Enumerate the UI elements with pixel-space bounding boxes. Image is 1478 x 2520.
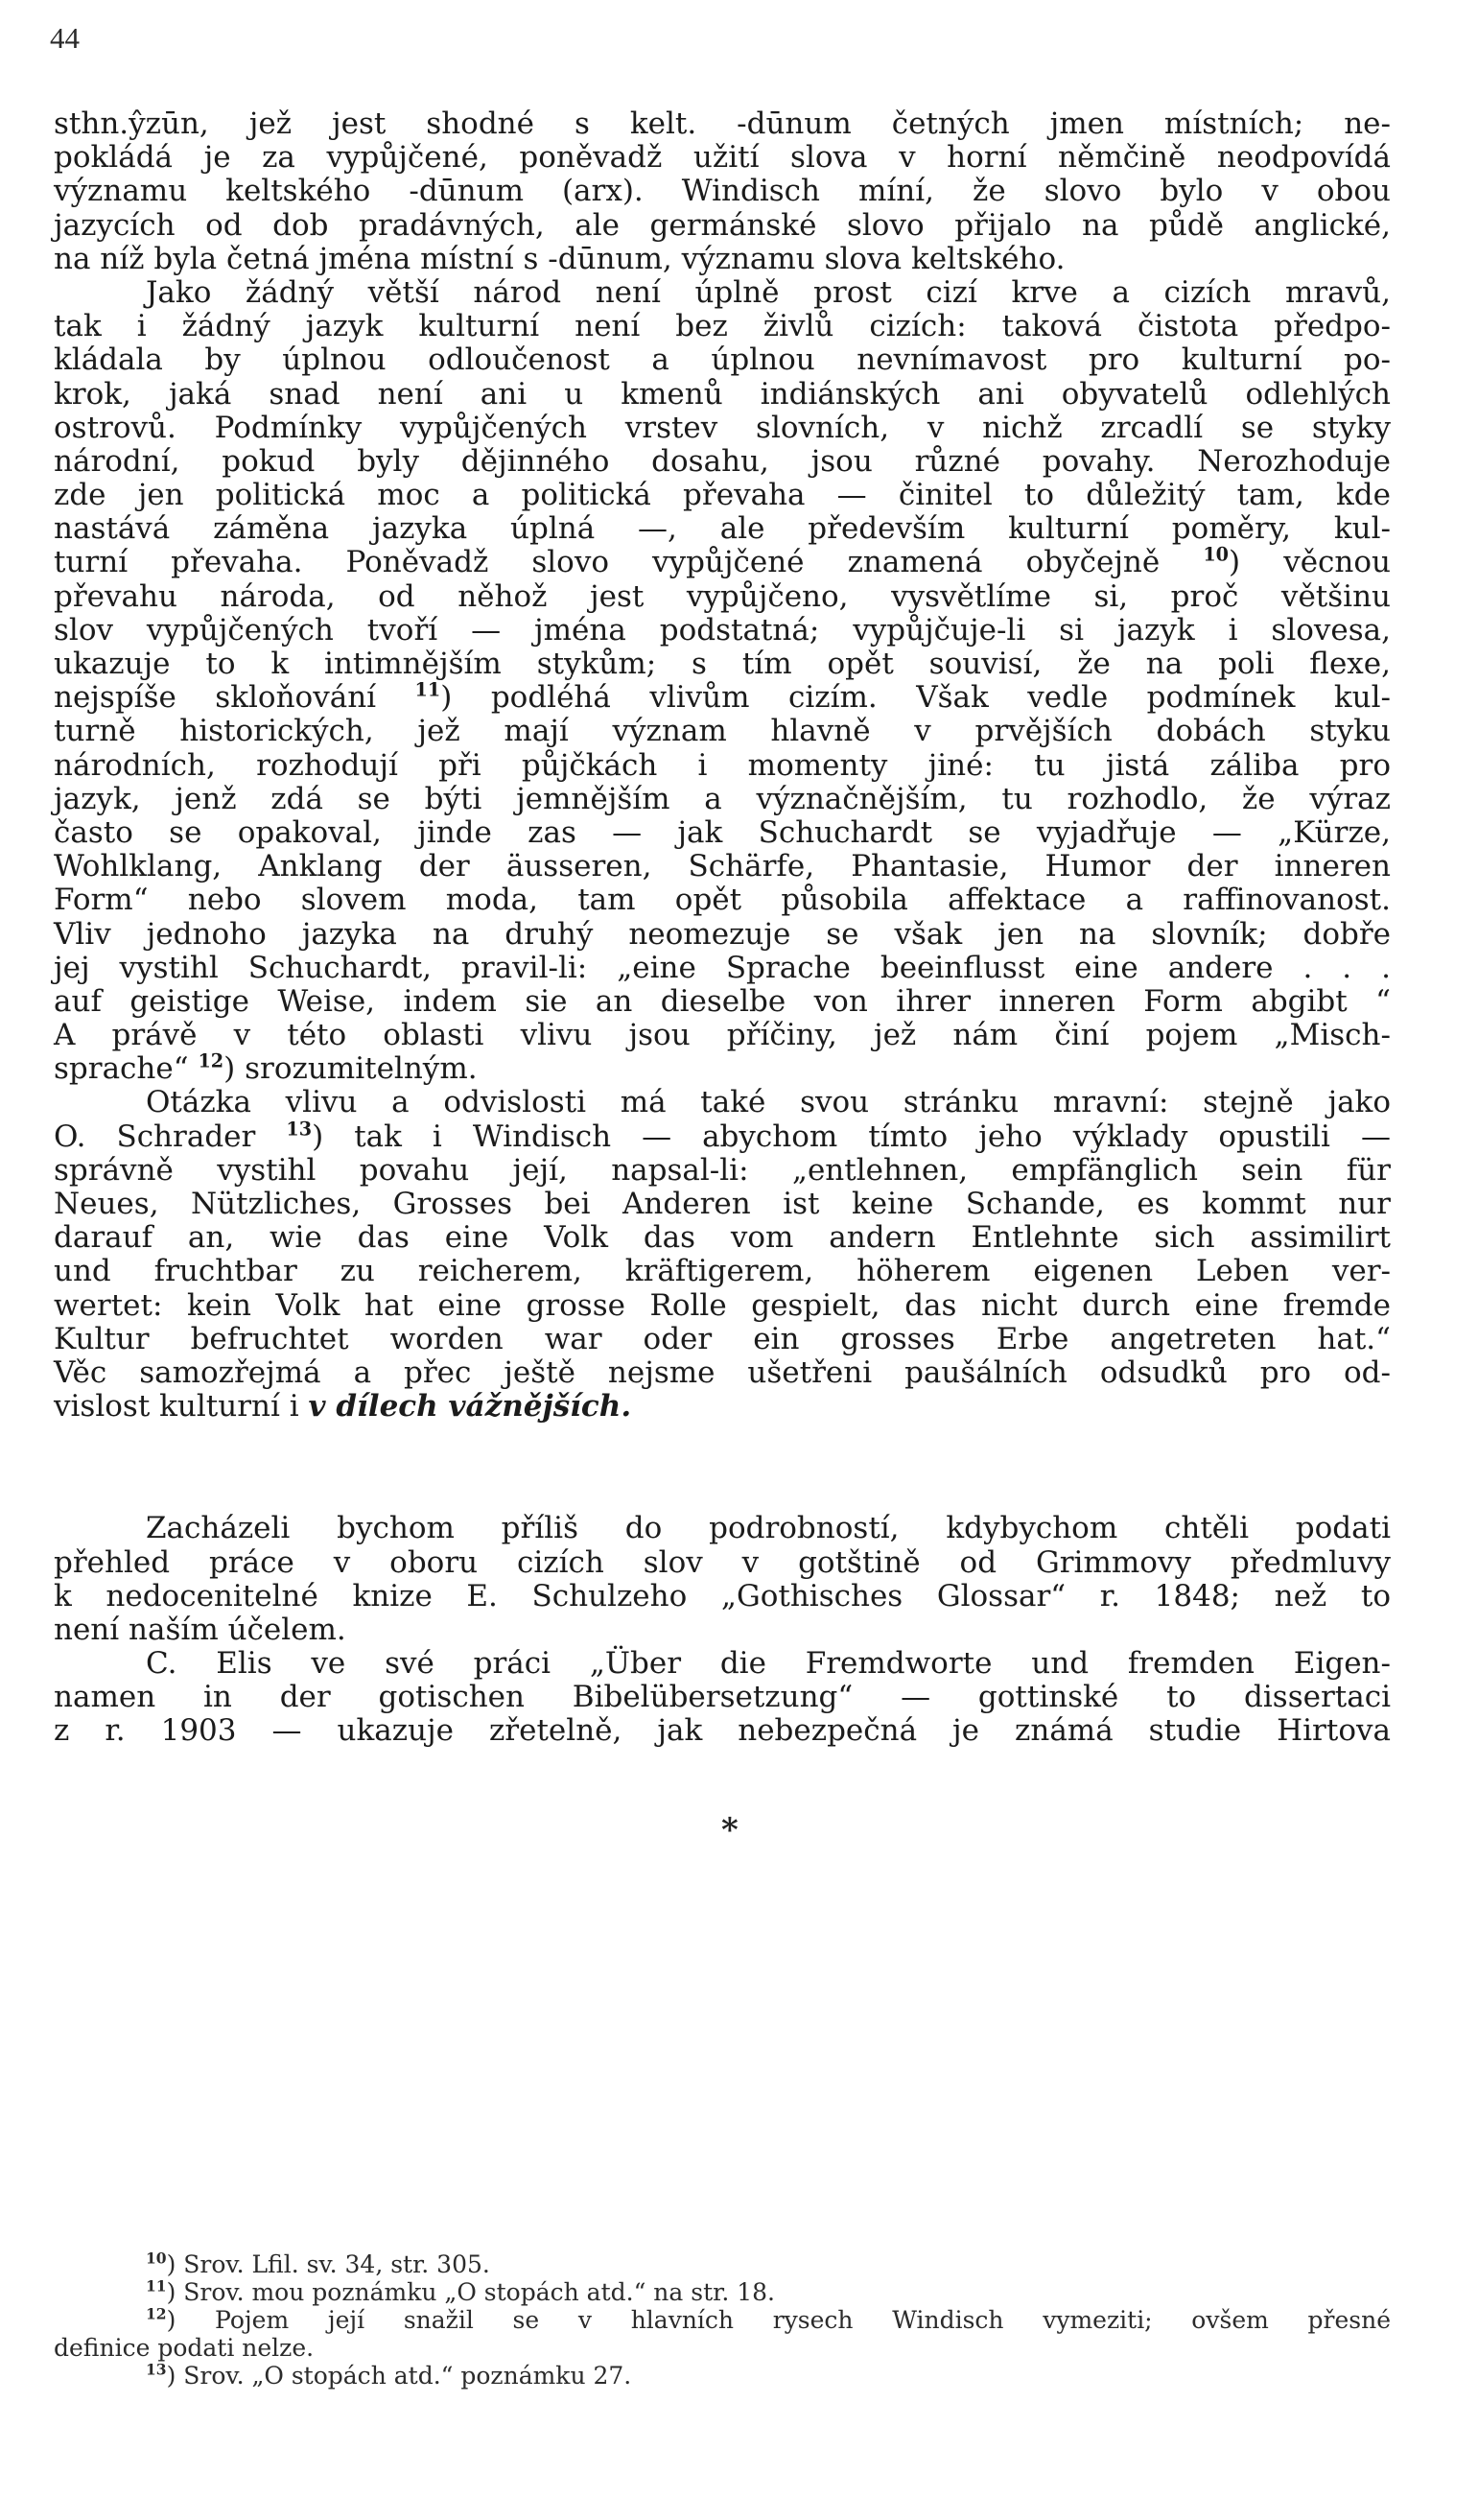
text-line: správně vystihl povahu její, napsal-li: „entlehnen, empfänglich sein für [54, 1152, 1391, 1188]
text-line: z r. 1903 — ukazuje zřetelně, jak nebezpečná je známá studie Hirtova [54, 1713, 1391, 1749]
text-line: jazycích od dob pradávných, ale germánské slovo přijalo na půdě anglické, [54, 207, 1391, 243]
text-line: nejspíše skloňování $^{11}$) podléhá vlivům cizím. Však vedle podmínek kul- [54, 678, 1392, 716]
footnote-12: $^{12}$) Pojem její snažil se v hlavních rysech Windisch vymeziti; ovšem přesné [146, 2304, 1391, 2334]
text-line: jazyk, jenž zdá se býti jemnějším a význačnějším, tu rozhodlo, že výraz [54, 781, 1391, 816]
text-line: významu keltského -dūnum (arx). Windisch míní, že slovo bylo v obou [54, 174, 1391, 209]
text-line: turně historických, jež mají význam hlavně v prvějších dobách styku [54, 714, 1391, 749]
text-line: převahu národa, od něhož jest vypůjčeno, vysvětlíme si, proč většinu [54, 578, 1391, 614]
paragraph-2 [54, 276, 1391, 1087]
emphasis-text: v dílech vážnějších. [308, 1389, 632, 1425]
text-line: zde jen politická moc a politická převaha — činitel to důležitý tam, kde [54, 478, 1391, 513]
text-line: národních, rozhodují při půjčkách i momenty jiné: tu jistá záliba pro [54, 747, 1391, 783]
text-line: Kultur befruchtet worden war oder ein grosses Erbe angetreten hat.“ [54, 1321, 1391, 1356]
footnote-12-continuation: definice podati nelze. [54, 2334, 315, 2362]
text-line: turní převaha. Poněvadž slovo vypůjčené znamená obyčejně $^{10}$) věcnou [54, 544, 1392, 580]
text-line: Wohlklang, Anklang der äusseren, Schärfe, Phantasie, Humor der inneren [54, 849, 1391, 884]
text-line: Form“ nebo slovem moda, tam opět působila affektace a raffinovanost. [54, 883, 1391, 918]
text-line: k nedocenitelné knize E. Schulzeho „Gothisches Glossar“ r. 1848; než to [54, 1578, 1391, 1613]
text-line: Neues, Nützliches, Grosses bei Anderen ist keine Schande, es kommt nur [54, 1187, 1391, 1221]
text-line: Vliv jednoho jazyka na druhý neomezuje se však jen na slovník; dobře [54, 916, 1391, 952]
footnotes [54, 2250, 1391, 2390]
paragraph-4 [54, 1512, 1391, 1647]
text-line: A právě v této oblasti vlivu jsou příčiny, jež nám činí pojem „Misch- [54, 1018, 1391, 1053]
footnote-11: $^{11}$) Srov. mou poznámku „O stopách atd.“ na str. 18. [146, 2276, 775, 2306]
footnote-ref: 10 [1203, 544, 1230, 567]
text-line: jej vystihl Schuchardt, pravil-li: „eine Sprache beeinflusst eine andere . . . [54, 950, 1391, 985]
text-line: krok, jaká snad není ani u kmenů indiánských ani obyvatelů odlehlých [54, 376, 1391, 412]
text-line: wertet: kein Volk hat eine grosse Rolle gespielt, das nicht durch eine fremde [54, 1287, 1391, 1323]
text-line: Jako žádný větší národ není úplně prost cizí krve a cizích mravů, [146, 274, 1391, 310]
text-line: není naším účelem. [54, 1612, 346, 1647]
paragraph-3 [54, 1086, 1391, 1390]
footnote-ref: 11 [414, 678, 441, 701]
text-line: slov vypůjčených tvoří — jména podstatná; vypůjčuje-li si jazyk i slovesa, [54, 612, 1391, 648]
section-separator: * [721, 1811, 739, 1849]
text-line: darauf an, wie das eine Volk das vom andern Entlehnte sich assimilirt [54, 1220, 1391, 1256]
text-line: nastává záměna jazyka úplná —, ale především kulturní poměry, kul- [54, 511, 1391, 547]
footnote-ref: 13 [286, 1118, 313, 1141]
paragraph-1 [54, 107, 1391, 276]
text-line: ukazuje to k intimnějším stykům; s tím opět souvisí, že na poli flexe, [54, 647, 1391, 681]
text-line: Otázka vlivu a odvislosti má také svou stránku mravní: stejně jako [146, 1085, 1391, 1120]
text-line: O. Schrader $^{13}$) tak i Windisch — abychom tímto jeho výklady opustili — [54, 1118, 1391, 1154]
paragraph-3-last-line: vislost kulturní i v dílech vážnějších. [54, 1389, 632, 1425]
page-number: 44 [50, 21, 80, 55]
footnote-13: $^{13}$) Srov. „O stopách atd.“ poznámku 27. [146, 2360, 632, 2390]
text-line: tak i žádný jazyk kulturní není bez živlů cizích: taková čistota předpo- [54, 309, 1391, 344]
text-line: auf geistige Weise, indem sie an dieselbe von ihrer inneren Form abgibt “ [54, 983, 1391, 1019]
footnote-ref: 12 [198, 1049, 224, 1072]
text-line: na níž byla četná jména místní s -dūnum, významu slova keltského. [54, 241, 1066, 276]
footnote-10: $^{10}$) Srov. Lfil. sv. 34, str. 305. [146, 2249, 490, 2278]
main-text [54, 107, 1391, 1749]
text-line: sthn.ŷzūn, jež jest shodné s kelt. -dūnum četných jmen místních; ne- [54, 106, 1391, 141]
text-line: Zacházeli bychom příliš do podrobností, kdybychom chtěli podati [146, 1511, 1391, 1546]
text-line: ostrovů. Podmínky vypůjčených vrstev slovních, v nichž zrcadlí se styky [54, 410, 1391, 445]
text-line: namen in der gotischen Bibelübersetzung“ — gottinské to dissertaci [54, 1680, 1391, 1715]
text-line: národní, pokud byly dějinného dosahu, jsou různé povahy. Nerozhoduje [54, 443, 1391, 479]
text-line: přehled práce v oboru cizích slov v gotštině od Grimmovy předmluvy [54, 1544, 1391, 1580]
text-line: C. Elis ve své práci „Über die Fremdworte und fremden Eigen- [146, 1646, 1391, 1682]
text-line: pokládá je za vypůjčené, poněvadž užití slova v horní němčině neodpovídá [54, 140, 1391, 176]
paragraph-5 [54, 1647, 1391, 1749]
text-line: Věc samozřejmá a přec ještě nejsme ušetřeni paušálních odsudků pro od- [54, 1354, 1391, 1390]
text-line: und fruchtbar zu reicherem, kräftigerem, höherem eigenen Leben ver- [54, 1254, 1391, 1289]
text-line: kládala by úplnou odloučenost a úplnou nevnímavost pro kulturní po- [54, 342, 1391, 378]
text-line: sprache“ $^{12}$) srozumitelným. [54, 1049, 478, 1087]
text-line: často se opakoval, jinde zas — jak Schuchardt se vyjadřuje — „Kürze, [54, 814, 1391, 850]
